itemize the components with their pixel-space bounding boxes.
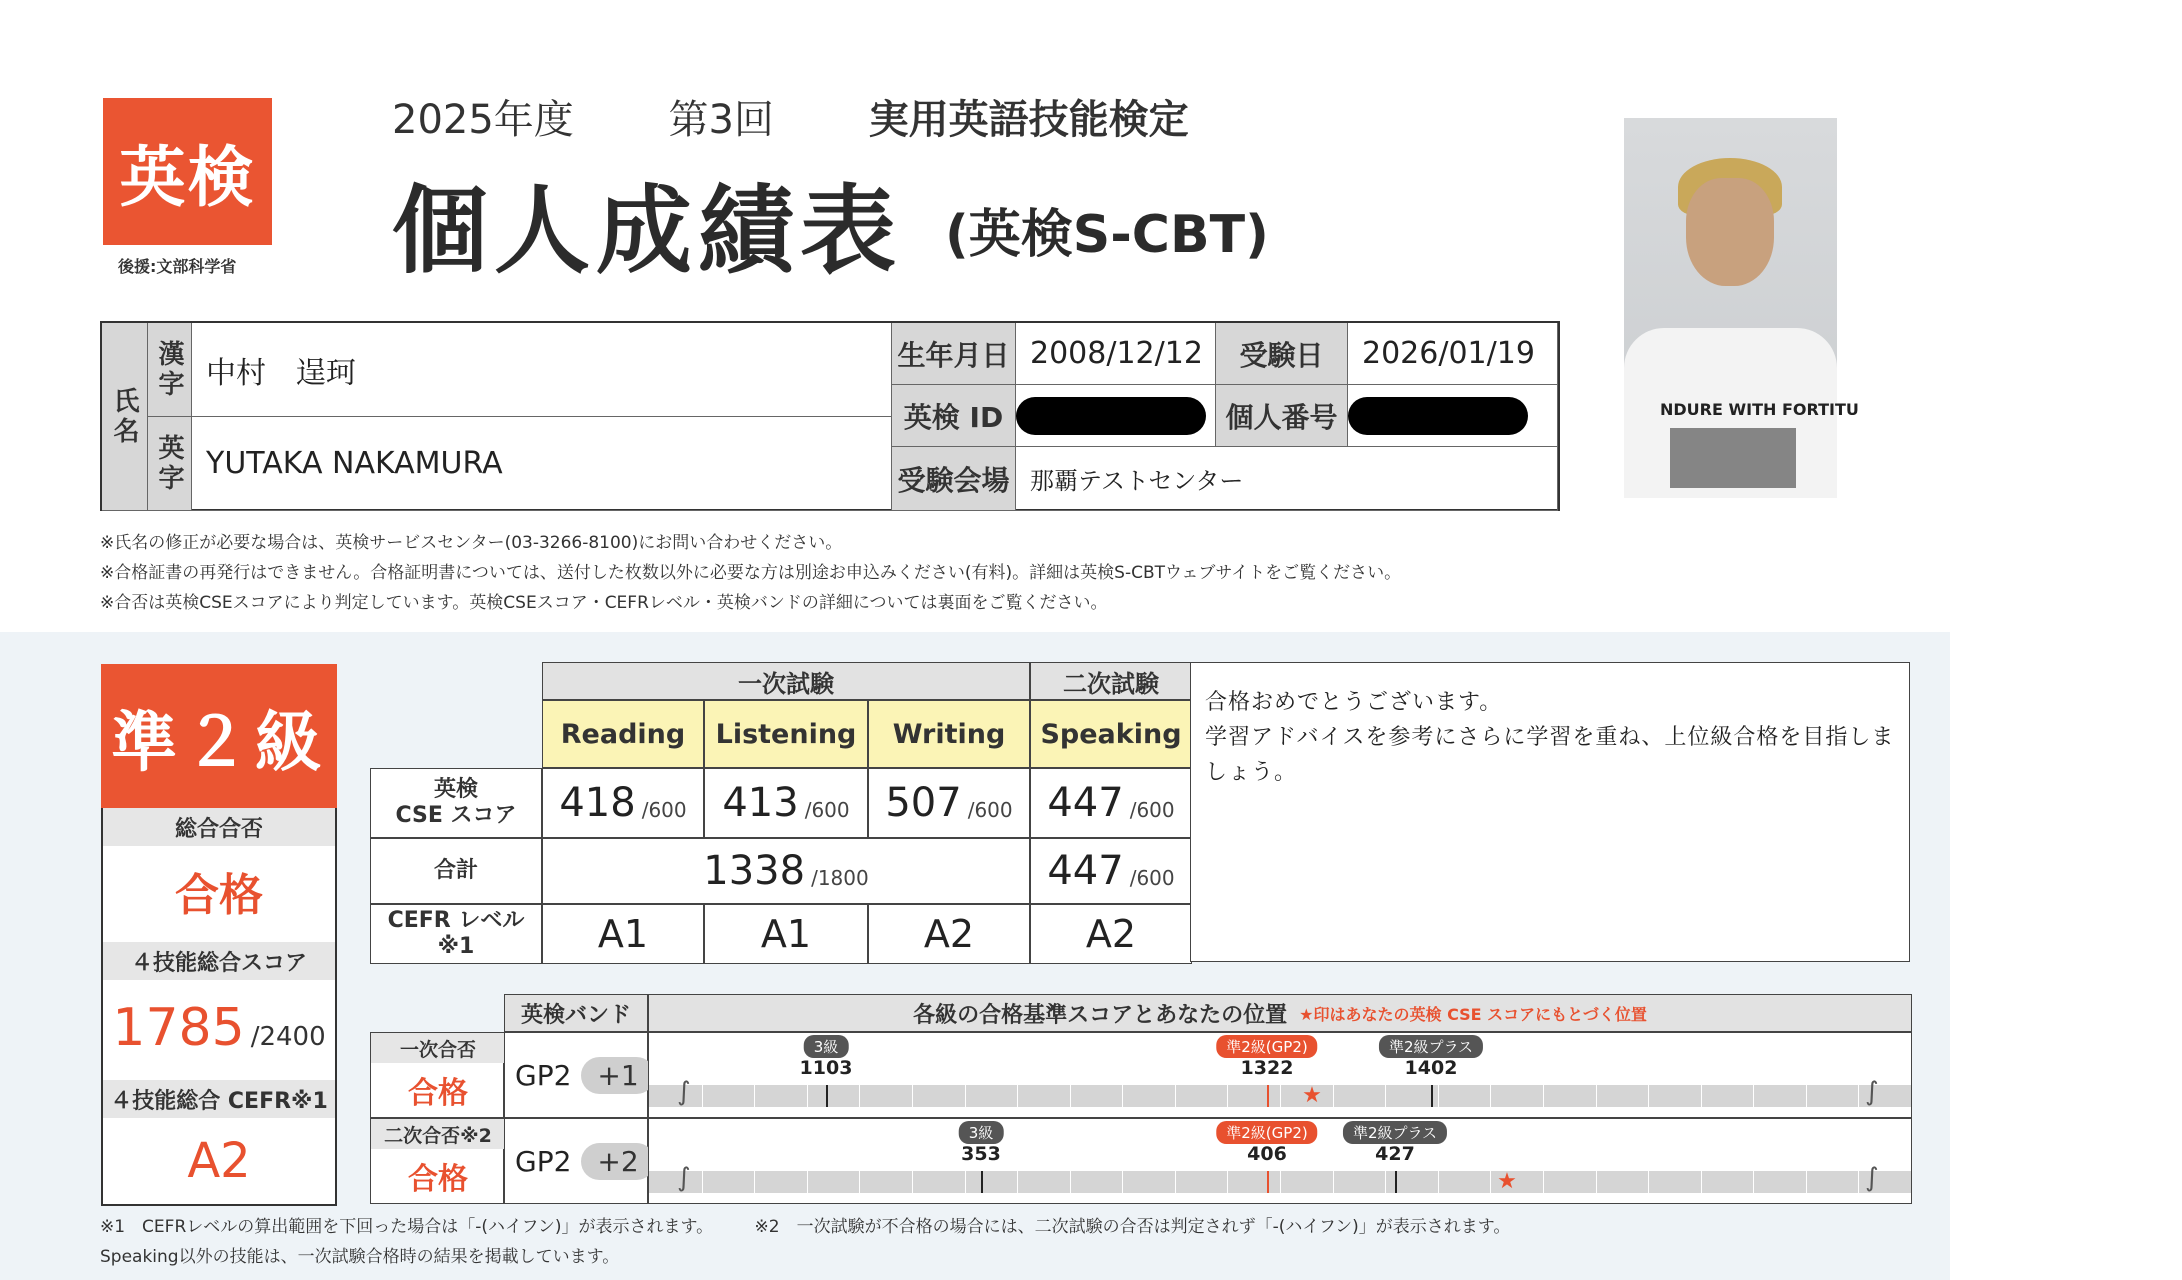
total4-score-value: 1785 (112, 998, 245, 1058)
grade-marker-tag: 準2級(GP2) (1216, 1035, 1317, 1058)
track-tick (1490, 1171, 1491, 1193)
band-row2-band-cell (504, 1118, 648, 1204)
grade-marker-line (1431, 1085, 1433, 1107)
exam-date-value: 2026/01/19 (1348, 323, 1558, 385)
band-row1-band-cell (504, 1032, 648, 1118)
logo-subtext: 後援:文部科学省 (118, 257, 237, 276)
track-tick (1701, 1085, 1702, 1107)
writing-score-max: /600 (967, 798, 1013, 822)
grade-marker-tag: 3級 (959, 1121, 1004, 1144)
skill-header-writing: Writing (868, 700, 1030, 768)
track-tick (1175, 1085, 1176, 1107)
listening-score (704, 768, 868, 838)
track-tick (912, 1085, 913, 1107)
cefr4-label: ４技能総合 CEFR※1 (103, 1080, 335, 1118)
candidate-photo (1624, 118, 1859, 498)
band-row2-label: 二次合否※2 (371, 1119, 505, 1149)
exam-year: 2025年度 (392, 97, 574, 143)
track-tick (1806, 1171, 1807, 1193)
second-stage-total (1030, 838, 1192, 904)
track-tick (1858, 1171, 1859, 1193)
speaking-cefr: A2 (1030, 904, 1192, 964)
track-tick (1543, 1171, 1544, 1193)
second-stage-header: 二次試験 (1030, 662, 1192, 700)
your-position-star-icon: ★ (1302, 1083, 1322, 1108)
track-break-left-icon: ∫ (677, 1077, 691, 1107)
advice-line2: 学習アドバイスを参考にさらに学習を重ね、上位級合格を目指しましょう。 (1205, 725, 1895, 785)
track-tick (1122, 1085, 1123, 1107)
track-tick (1227, 1171, 1228, 1193)
exam-header-line (392, 88, 1189, 145)
track-tick (965, 1171, 966, 1193)
note-line: ※合格証書の再発行はできません。合格証明書については、送付した枚数以外に必要な方は別途お申込みください(有料)。詳細は英検S-CBTウェブサイトをご覧ください。 (100, 563, 1402, 583)
track-tick (702, 1171, 703, 1193)
skill-header-speaking: Speaking (1030, 700, 1192, 768)
grade-marker-line (1267, 1085, 1269, 1107)
exam-session: 第3回 (668, 97, 774, 143)
band-row2-offset: +2 (581, 1143, 654, 1180)
grade-summary-box (101, 808, 337, 1206)
page-subtitle: (英検S-CBT) (945, 205, 1269, 265)
track-tick (1806, 1085, 1807, 1107)
track-tick (1280, 1171, 1281, 1193)
band-row2-label-cell (370, 1118, 504, 1204)
cse-score-label (370, 768, 542, 838)
track-tick (965, 1085, 966, 1107)
band-row1-offset: +1 (581, 1057, 654, 1094)
total-label: 合計 (370, 838, 542, 904)
band-row1-position (648, 1032, 1912, 1118)
second-total-max: /600 (1129, 866, 1175, 890)
personal-no-value (1348, 385, 1558, 447)
eiji-label-cell (148, 417, 192, 511)
candidate-info-table (100, 321, 1560, 511)
track-tick (1333, 1085, 1334, 1107)
shimei-label: 氏名 (109, 386, 139, 447)
band-row1-band (515, 1057, 655, 1094)
band-row2-band (515, 1143, 655, 1180)
grade-marker-score: 406 (1247, 1143, 1287, 1165)
venue-label: 受験会場 (892, 447, 1016, 511)
cefr4-value: A2 (187, 1133, 251, 1189)
track-tick (912, 1171, 913, 1193)
speaking-score-value: 447 (1047, 780, 1124, 826)
footnote-row (100, 1212, 1510, 1242)
track-tick (1753, 1085, 1754, 1107)
track-tick (1596, 1085, 1597, 1107)
listening-cefr: A1 (704, 904, 868, 964)
band-row1-track (649, 1085, 1911, 1107)
position-header-text: 各級の合格基準スコアとあなたの位置 (913, 1002, 1288, 1028)
kanji-label: 漢字 (154, 339, 184, 400)
grade-marker-tag: 準2級プラス (1343, 1121, 1447, 1144)
writing-score-value: 507 (885, 780, 962, 826)
position-header (648, 994, 1912, 1032)
track-tick (1648, 1085, 1649, 1107)
grade-marker-line (826, 1085, 828, 1107)
track-tick (1648, 1171, 1649, 1193)
grade-marker-line (1267, 1171, 1269, 1193)
total4-score-label: ４技能総合スコア (103, 942, 335, 980)
reading-score-value: 418 (559, 780, 636, 826)
band-row1-band-name: GP2 (515, 1059, 572, 1092)
band-row1-label: 一次合否 (371, 1033, 505, 1063)
footnote-2: ※2 一次試験が不合格の場合には、二次試験の合否は判定されず「-(ハイフン)」が表示されます。 (754, 1217, 1511, 1237)
band-row1-label-cell (370, 1032, 504, 1118)
track-tick (1017, 1171, 1018, 1193)
track-tick (1280, 1085, 1281, 1107)
speaking-score (1030, 768, 1192, 838)
track-break-right-icon: ∫ (1865, 1077, 1879, 1107)
track-tick (1438, 1171, 1439, 1193)
grade-marker-score: 1402 (1404, 1057, 1458, 1079)
listening-score-max: /600 (804, 798, 850, 822)
reading-cefr: A1 (542, 904, 704, 964)
skill-header-reading: Reading (542, 700, 704, 768)
grade-marker-tag: 準2級プラス (1379, 1035, 1483, 1058)
track-tick (1490, 1085, 1491, 1107)
photo-shirt-text: NDURE WITH FORTITU (1660, 400, 1859, 419)
eiken-id-label: 英検 ID (892, 385, 1016, 447)
your-position-star-icon: ★ (1497, 1169, 1517, 1194)
track-tick (1333, 1171, 1334, 1193)
track-tick (1070, 1171, 1071, 1193)
band-row1-result: 合格 (408, 1076, 468, 1111)
track-tick (1385, 1171, 1386, 1193)
cse-label-line2: CSE スコア (395, 803, 517, 828)
birthdate-label: 生年月日 (892, 323, 1016, 385)
grade-badge: 準２級 (101, 664, 337, 808)
personal-no-redaction (1348, 397, 1528, 435)
footnotes (100, 1212, 1510, 1272)
track-tick (807, 1171, 808, 1193)
exam-name: 実用英語技能検定 (868, 97, 1189, 143)
track-tick (1227, 1085, 1228, 1107)
footnote-3: Speaking以外の技能は、一次試験合格時の結果を掲載しています。 (100, 1247, 620, 1267)
track-tick (1858, 1085, 1859, 1107)
cefr-level-label: CEFR レベル※1 (370, 904, 542, 964)
track-break-left-icon: ∫ (677, 1163, 691, 1193)
exam-date-label: 受験日 (1216, 323, 1348, 385)
track-tick (1701, 1171, 1702, 1193)
track-tick (1438, 1085, 1439, 1107)
track-tick (702, 1085, 703, 1107)
skill-header-listening: Listening (704, 700, 868, 768)
photo-shirt-print (1670, 428, 1796, 488)
first-total-max: /1800 (811, 866, 869, 890)
track-tick (859, 1085, 860, 1107)
grade-marker-tag: 3級 (804, 1035, 849, 1058)
reading-score (542, 768, 704, 838)
footnote-1: ※1 CEFRレベルの算出範囲を下回った場合は「-(ハイフン)」が表示されます。 (100, 1217, 714, 1237)
eiken-id-redaction (1016, 397, 1206, 435)
writing-cefr: A2 (868, 904, 1030, 964)
eiji-label: 英字 (154, 433, 184, 494)
speaking-score-max: /600 (1129, 798, 1175, 822)
grade-marker-line (981, 1171, 983, 1193)
grade-marker-score: 353 (961, 1143, 1001, 1165)
note-line: ※合否は英検CSEスコアにより判定しています。英検CSEスコア・CEFRレベル・英検バンドの詳細については裏面をご覧ください。 (100, 593, 1108, 613)
overall-result-value: 合格 (175, 870, 263, 921)
band-row2-band-name: GP2 (515, 1145, 572, 1178)
band-row2-position (648, 1118, 1912, 1204)
venue-value: 那覇テストセンター (1016, 447, 1558, 511)
photo-face (1686, 178, 1774, 286)
writing-score (868, 768, 1030, 838)
track-tick (1543, 1085, 1544, 1107)
first-total-value: 1338 (703, 848, 806, 894)
cse-label-line1: 英検 (433, 777, 478, 802)
band-row2-result: 合格 (408, 1162, 468, 1197)
second-total-value: 447 (1047, 848, 1124, 894)
advice-line1: 合格おめでとうございます。 (1205, 690, 1503, 715)
eiken-logo: 英検 (103, 98, 272, 245)
band-row2-track (649, 1171, 1911, 1193)
grade-marker-tag: 準2級(GP2) (1216, 1121, 1317, 1144)
english-name: YUTAKA NAKAMURA (192, 417, 892, 511)
grade-marker-line (1395, 1171, 1397, 1193)
first-stage-total (542, 838, 1030, 904)
track-tick (1175, 1171, 1176, 1193)
track-tick (1122, 1171, 1123, 1193)
header-notes (100, 528, 1401, 618)
track-tick (754, 1171, 755, 1193)
eiken-id-value (1016, 385, 1216, 447)
total4-score (103, 980, 335, 1076)
shimei-label-cell (102, 323, 148, 511)
band-section (370, 994, 1912, 1204)
position-legend: ★印はあなたの英検 CSE スコアにもとづく位置 (1299, 1004, 1647, 1024)
track-tick (1070, 1085, 1071, 1107)
band-header: 英検バンド (504, 994, 648, 1032)
track-tick (1017, 1085, 1018, 1107)
reading-score-max: /600 (641, 798, 687, 822)
kanji-name: 中村 逞珂 (192, 323, 892, 417)
listening-score-value: 413 (722, 780, 799, 826)
track-tick (754, 1085, 755, 1107)
kanji-label-cell (148, 323, 192, 417)
grade-marker-score: 1322 (1240, 1057, 1294, 1079)
track-break-right-icon: ∫ (1865, 1163, 1879, 1193)
grade-marker-score: 1103 (799, 1057, 853, 1079)
first-stage-header: 一次試験 (542, 662, 1030, 700)
track-tick (1385, 1085, 1386, 1107)
grade-marker-score: 427 (1375, 1143, 1415, 1165)
page-title: 個人成績表 (392, 175, 902, 287)
track-tick (1596, 1171, 1597, 1193)
total4-score-max: /2400 (250, 1022, 326, 1052)
advice-message (1190, 662, 1910, 962)
track-tick (1753, 1171, 1754, 1193)
track-tick (807, 1085, 808, 1107)
birthdate-value: 2008/12/12 (1016, 323, 1216, 385)
overall-result-label: 総合合否 (103, 808, 335, 846)
track-tick (859, 1171, 860, 1193)
note-line: ※氏名の修正が必要な場合は、英検サービスセンター(03-3266-8100)にお問い合わせください。 (100, 533, 843, 553)
personal-no-label: 個人番号 (1216, 385, 1348, 447)
